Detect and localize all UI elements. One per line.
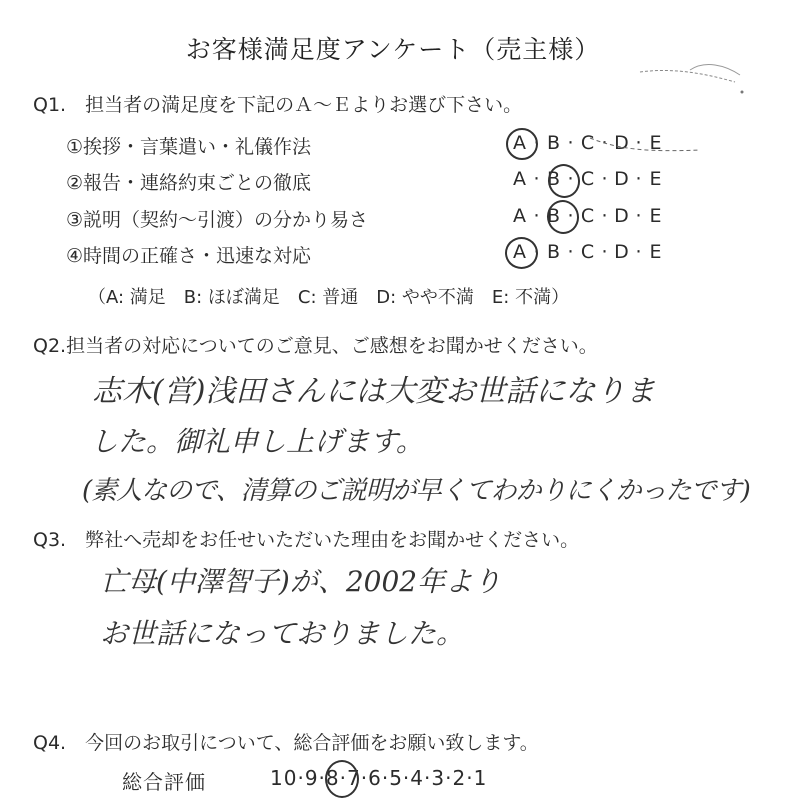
rating-6[interactable]: 6 <box>368 766 382 790</box>
q1-item-4-selection-circle <box>505 237 538 269</box>
rating-8[interactable]: 8 <box>325 766 340 790</box>
grade-a[interactable]: A <box>513 168 527 190</box>
grade-e[interactable]: E <box>649 205 663 227</box>
q1-item-4-label: ④時間の正確さ・迅速な対応 <box>66 245 312 267</box>
q1-item-3-selection-circle <box>544 197 581 236</box>
rating-9[interactable]: 9 <box>304 766 319 790</box>
grade-d[interactable]: D <box>614 168 630 190</box>
grade-a[interactable]: A <box>513 132 527 154</box>
grade-c[interactable]: C <box>580 241 596 263</box>
rating-10[interactable]: 10 <box>270 766 298 790</box>
grade-b[interactable]: B <box>546 205 562 227</box>
q1-item-1-label: ①挨拶・言葉遣い・礼儀作法 <box>66 136 312 158</box>
grade-d[interactable]: D <box>614 241 630 263</box>
grade-b[interactable]: B <box>546 132 562 154</box>
q1-item-3-label: ③説明（契約～引渡）の分かり易さ <box>66 209 369 231</box>
rating-4[interactable]: 4 <box>410 766 425 790</box>
q4-rating-scale: 10·9·8·7·6·5·4·3·2·1 <box>270 766 488 790</box>
grade-a[interactable]: A <box>513 205 527 227</box>
grade-c[interactable]: C <box>580 168 596 190</box>
q1-item-1-selection-circle <box>506 128 538 160</box>
grade-b[interactable]: B <box>546 168 562 190</box>
page-title: お客様満足度アンケート（売主様） <box>185 35 601 64</box>
q1-item-3-grades: A · B · C · D · E <box>513 205 663 227</box>
q2-question: Q2.担当者の対応についてのご意見、ご感想をお聞かせください。 <box>33 335 598 357</box>
rating-5[interactable]: 5 <box>389 766 403 790</box>
q4-question: Q4. 今回のお取引について、総合評価をお願い致します。 <box>33 732 539 754</box>
q2-answer-line-2: した。御礼申し上げます。 <box>90 425 424 458</box>
rating-7[interactable]: 7 <box>347 766 361 790</box>
grade-e[interactable]: E <box>649 168 663 190</box>
grade-d[interactable]: D <box>614 132 630 154</box>
q1-item-1-grades: A · B · C · D · E <box>513 132 663 154</box>
grade-b[interactable]: B <box>546 241 562 263</box>
q3-answer-line-1: 亡母(中澤智子)が、2002年より <box>100 565 502 598</box>
grade-c[interactable]: C <box>580 205 596 227</box>
q1-item-2-label: ②報告・連絡約束ごとの徹底 <box>66 172 312 194</box>
rating-2[interactable]: 2 <box>452 766 467 790</box>
q1-legend: （A: 満足 B: ほぼ満足 C: 普通 D: やや不満 E: 不満） <box>88 287 570 308</box>
q2-answer-line-3: (素人なので、清算のご説明が早くてわかりにくかったです) <box>82 476 750 506</box>
q1-item-2-grades: A · B · C · D · E <box>513 168 663 190</box>
q2-answer-line-1: 志木(営)浅田さんには大変お世話になりま <box>92 374 656 409</box>
grade-e[interactable]: E <box>649 241 663 263</box>
rating-1[interactable]: 1 <box>473 766 488 790</box>
q4-selection-circle <box>325 760 359 798</box>
grade-a[interactable]: A <box>513 241 527 263</box>
grade-c[interactable]: C <box>580 132 596 154</box>
q4-rating-label: 総合評価 <box>122 770 206 794</box>
grade-d[interactable]: D <box>614 205 630 227</box>
q3-question: Q3. 弊社へ売却をお任せいただいた理由をお聞かせください。 <box>33 529 580 551</box>
grade-e[interactable]: E <box>649 132 663 154</box>
q1-item-4-grades: A · B · C · D · E <box>513 241 663 263</box>
rating-3[interactable]: 3 <box>431 766 446 790</box>
q3-answer-line-2: お世話になっておりました。 <box>100 617 465 650</box>
q1-question: Q1. 担当者の満足度を下記のＡ～Ｅよりお選び下さい。 <box>33 94 523 116</box>
